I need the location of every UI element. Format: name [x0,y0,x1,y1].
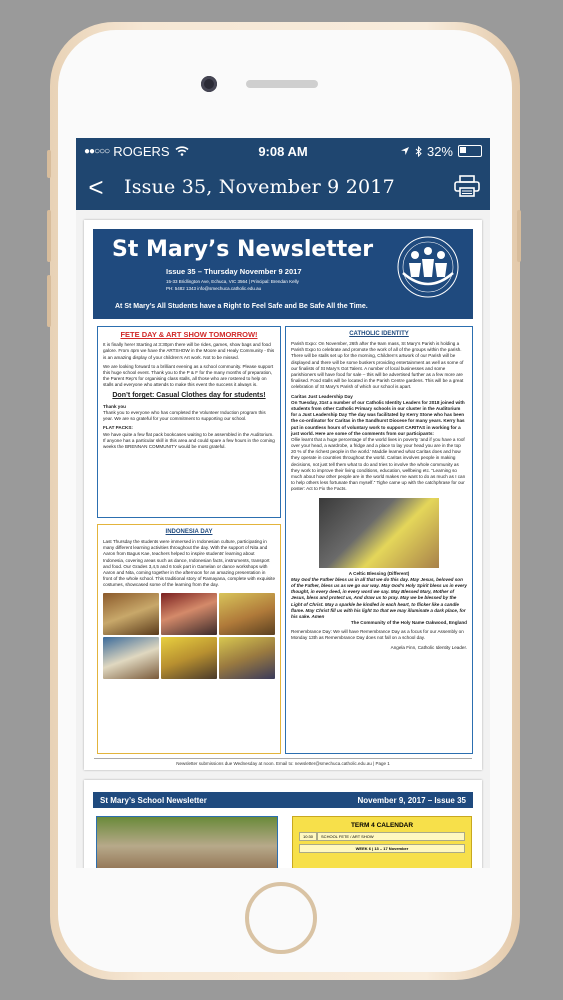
page2-title: St Mary’s School Newsletter [100,795,207,805]
masthead [93,229,473,319]
location-arrow-icon [400,146,410,156]
photo-students-yellow [161,637,217,679]
wifi-icon [175,146,189,156]
battery-percent: 32% [426,143,453,159]
photo-students-group [219,637,275,679]
photo-students-costumes [103,593,159,635]
page2-issue: November 9, 2017 – Issue 35 [357,795,466,805]
calendar-week-row [299,844,465,853]
blessing-heading: A Celtic Blessing (Different) [348,570,410,576]
address-line: 15-33 Bridlington Ave, Echuca, VIC 3564 | Principal: Brendan Kelly [166,279,299,284]
mute-switch [47,150,51,178]
fete-heading: FETE DAY & ART SHOW TOMORROW! [120,330,258,339]
fete-para-2: We are looking forward to a brilliant evening as a school community. Please support this huge school event. Thank you to the P & F for the many months of preparation, the Parent Rep’s for organising class stalls, all those who are rostered to help on stalls and everyone who attends to make this event the success it always is. [103,363,274,388]
status-bar [76,138,490,164]
nav-title: Issue 35, November 9 2017 [124,176,395,198]
catholic-heading: CATHOLIC IDENTITY [349,331,409,337]
issue-line: Issue 35 – Thursday November 9 2017 [166,267,302,276]
bluetooth-icon [415,146,422,157]
term-calendar [292,816,472,868]
calendar-event: SCHOOL FETE / ART SHOW [317,832,465,841]
just-leadership-heading: Caritas Just Leadership Day [291,393,353,399]
leadership-day-photo [319,498,439,568]
motto: At St Mary’s All Students have a Right to Feel Safe and Be Safe All the Time. [115,303,368,310]
flat-packs-body: We have quite a few flat pack bookcases waiting to be assembled in the Auditorium. If anyone has a particular skill in this area and could spare a few hours in the coming weeks the BRENNAN COMMUNITY would be most grateful. [103,431,275,449]
calendar-week: WEEK 6 | 13 – 17 November [299,844,465,853]
blessing-text: May God the Father bless us in all that we do this day. May Jesus, beloved son of the Father, bless us as we go our way. May God’s Holy Spirit bless us in every thought, in every deed, in every word we say. May Blessed Mary, Mother of Jesus, bless and protect us, And draw us to pray. May we be blessed by the Light of Christ. May a sparkle be kindled in each heart, to flicker like a candle flame. May Christ fill us with his light So that we may illuminate a dark place, for his sake. Amen [291,576,467,619]
school-logo [391,233,465,303]
battery-icon [458,145,482,157]
calendar-title: TERM 4 CALENDAR [350,822,414,829]
parish-expo-body: Parish Expo: On November, 26th after the 9am mass, St Mary’s Parish is holding a Parish Expo to celebrate and promote the work of all of the groups within the parish. There will be stalls set up for the morning, Children’s artwork of our Parish will be displayed and there will be some buskers providing entertainment as well as some of our finalists of St Mary’s Got Talent. A number of local businesses and some parishioners will have food for sale – this will be advertised further as a few more are finalised. Food stalls will be located in the Parish Centre gardens. This will be a great celebration of St Mary’s Parish of which our school is apart. [291,341,464,390]
calendar-row [299,832,465,841]
volume-down-button [47,275,51,327]
just-leadership-body: On Tuesday, 31st a number of our Catholic Identity Leaders for 2018 joined with students from other Catholic Primary schools in our cluster in the Auditorium for a Just Leadership Day The day was facilitated by Kerry Stone who has been the co-ordinator for Caritas in the Sandhurst Diocese for many years. Kerry has put in countless hours of voluntary work to support CARITAS in working for a just world. Here are some of the comments from our participants: [291,399,465,436]
phone-line: PH: 5482 1343 info@smechuca.catholic.edu.au [166,286,262,291]
thank-you-heading: Thank you [103,403,126,409]
screen [76,138,490,868]
newsletter-title: St Mary’s Newsletter [112,237,374,262]
chevron-left-icon: < [88,172,104,202]
casual-clothes-note: Don’t forget: Casual Clothes day for students! [112,392,266,400]
volume-up-button [47,210,51,262]
indonesia-article [97,524,281,754]
signoff: Angela Finn, Catholic Identity Leader. [390,644,467,650]
remembrance-day: Remembrance Day: We will have Remembrance Day as a focus for our Assembly on Monday 13th as Remembrance Day does not fall on a school day. [291,629,464,641]
newsletter-page-1[interactable] [84,220,482,770]
photo-workshop [103,637,159,679]
indonesia-photo-collage [103,593,275,679]
printer-icon[interactable] [454,175,480,197]
fete-article [97,326,281,518]
flat-packs-heading: FLAT PACKS: [103,425,133,431]
back-button[interactable] [76,164,116,210]
page-footer: Newsletter submissions due Wednesday at noon. Email to: newsletter@smechuca.catholic.edu.au | Page 1 [94,758,472,766]
earpiece [246,80,318,88]
newsletter-page-2[interactable] [84,780,482,868]
signal-dots: ●●○○○ [84,145,110,157]
thank-you-body: Thank you to everyone who has completed the Volunteer Induction program this year. We are so grateful for your commitment to supporting our school. [103,410,266,422]
nav-bar [76,164,490,210]
power-button [517,210,521,262]
indonesia-heading: INDONESIA DAY [165,529,213,535]
home-button[interactable] [245,882,317,954]
fete-para-1: It is finally here! Starting at 3:30pm there will be rides, games, show bags and food galore. From 4pm we have the ARTSHOW in the Moore and Healy Community - this is an amazing display of your children’s Art work. Not to be missed. [103,342,275,360]
carrier-name: ROGERS [113,143,170,159]
photo-mask-dancer [161,593,217,635]
indonesia-body: Last Thursday the students were immersed in Indonesian culture, participating in many different learning activities throughout the day. With the support of Nita and Aaron from Bagus Kae, teachers helped to inspire students’ learning about Indonesia, covering areas such as dance, Indonesian facts, instruments, transport and food. Our Grades 3,4,5 and 6 took part in Gamelan or dance workshops with Aaron and Nita, coming together in the afternoon for an amazing presentation in front of the whole school. This traditional story of Ramayana, complete with exquisite costumes, showcased some of the learning from the day. [103,539,276,588]
photo-gamelan [219,593,275,635]
blessing-attribution: The Community of the Holy Name Oakwood, England [350,620,467,626]
page2-photo [96,816,278,868]
student-comments: Ollie learnt that a huge percentage of the world lives in poverty ‘and if you have a roof over your head, a wardrobe, a fridge and a place to lay your head you are in the top 20 % of the richest people in the world.’ Maddie learned what Caritas does and how they operate in countries throughout the world. Caritas involves people in making decisions, not just tell them what to do and tries to involve the whole community as they work to improve their living conditions, education, wellbeing etc. “Learning so much about how other people are in the world makes me want to do as much as I can to help others less fortunate than myself.” Tighe came up with the catchphrase for our poster: Act to Fix the Facts. [291,436,466,492]
catholic-identity-article [285,326,473,754]
front-camera [201,76,217,92]
clock: 9:08 AM [258,143,308,159]
page2-header [93,792,473,808]
calendar-time: 10:30 [299,832,317,841]
